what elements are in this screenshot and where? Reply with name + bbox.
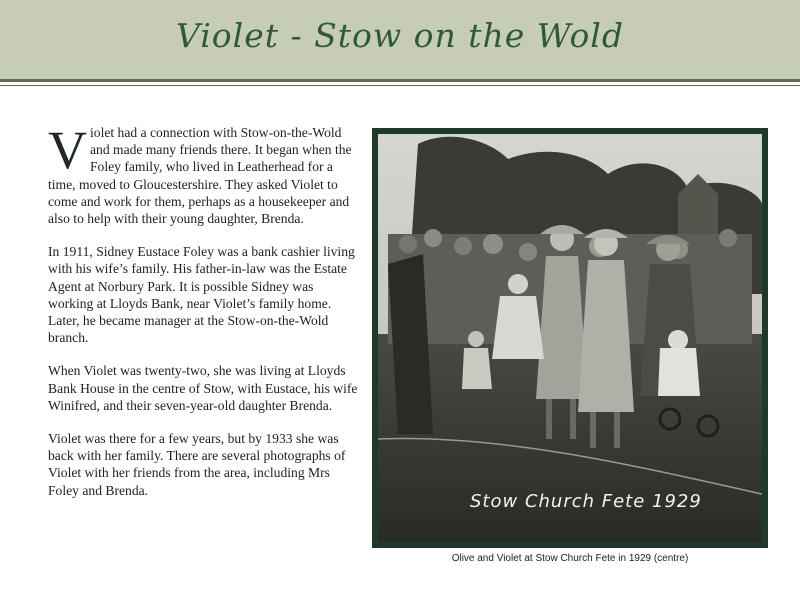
header-rule-thin [0,85,800,86]
article-paragraph-2: In 1911, Sidney Eustace Foley was a bank cashier living with his wife’s family. His father-in-law was the Estate Agent at Norbury Park. It is possible Sidney was working at Lloyds Bank, near Violet’s family home. Later, he became manager at the Stow-on-the-Wold branch. [48,244,355,346]
article-body [48,120,360,515]
article-paragraph-1 [48,120,360,227]
drop-cap: V [48,120,87,180]
photo-frame [372,128,768,548]
header-banner [0,0,800,79]
paragraph-1-text: iolet had a connection with Stow-on-the-Wold and made many friends there. It began when the Foley family, who lived in Leatherhead for a time, moved to Gloucestershire. They asked Violet to come and work for them, perhaps as a housekeeper and also to help with their young daughter, Brenda. [48,125,352,227]
photo-caption: Olive and Violet at Stow Church Fete in 1929 (centre) [451,553,689,564]
article-paragraph-3: When Violet was twenty-two, she was living at Lloyds Bank House in the centre of Stow, with Eustace, his wife Winifred, and their seven-year-old daughter Brenda. [48,363,358,413]
page-title: Violet - Stow on the Wold [176,16,624,55]
header-rule-thick [0,79,800,82]
fete-photograph [378,134,762,542]
article-paragraph-4: Violet was there for a few years, but by 1933 she was back with her family. There are several photographs of Violet with her friends from the area, including Mrs Foley and Brenda. [48,431,346,498]
photo-illustration [378,134,762,542]
photo-handwritten-label: Stow Church Fete 1929 [470,491,702,512]
